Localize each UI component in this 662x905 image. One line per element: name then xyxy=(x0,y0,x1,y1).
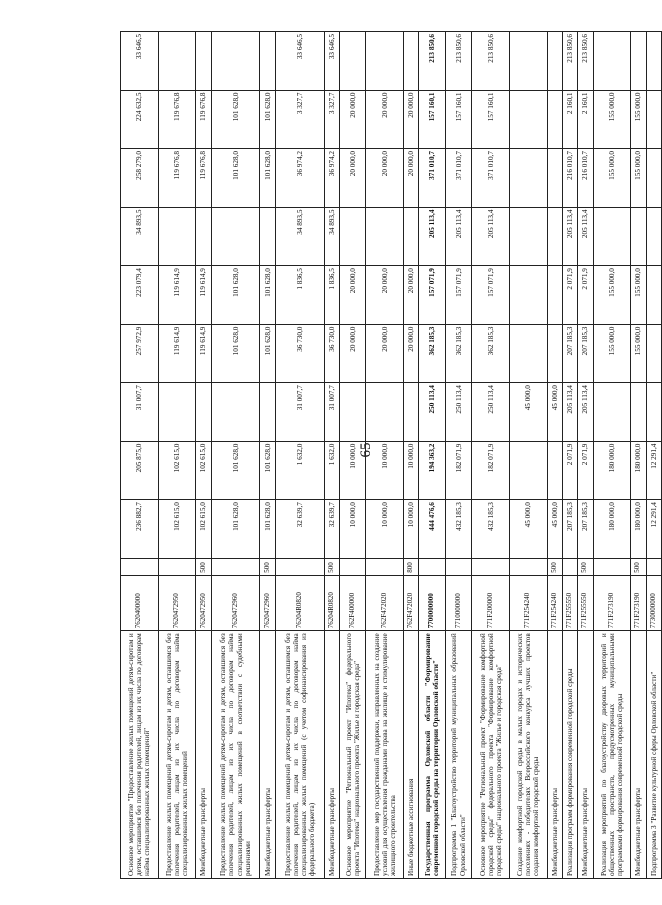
row-amount-cell: 213 850,6 xyxy=(562,32,577,91)
row-amount-cell: 20 000,0 xyxy=(339,324,365,383)
row-name-cell: Предоставление жилых помещений детям-сиротам и детям, оставшимся без попечения родителей, лицам из их числа по договорам найма специализированных жилых помещений (с учетом софинансирования из федерального бюджета) xyxy=(275,631,324,879)
row-amount-cell: 20 000,0 xyxy=(339,90,365,149)
row-amount-cell xyxy=(631,383,646,442)
row-amount-cell: 236 882,7 xyxy=(121,500,159,559)
table-row xyxy=(366,32,404,879)
row-expense-type-cell xyxy=(509,558,547,575)
row-amount-cell: 1 836,5 xyxy=(324,266,339,325)
row-amount-cell: 362 185,3 xyxy=(445,324,471,383)
row-amount-cell: 155 000,0 xyxy=(593,149,631,208)
row-amount-cell: 157 071,9 xyxy=(472,266,510,325)
row-amount-cell xyxy=(509,324,547,383)
row-code-cell: 762F400000 xyxy=(339,575,365,631)
row-amount-cell: 119 614,9 xyxy=(196,324,211,383)
row-amount-cell: 20 000,0 xyxy=(404,149,419,208)
row-amount-cell: 33 646,5 xyxy=(275,32,324,91)
row-code-cell: 7700000000 xyxy=(419,575,445,631)
row-amount-cell: 119 614,9 xyxy=(158,266,196,325)
row-amount-cell: 182 071,9 xyxy=(445,441,471,500)
table-row xyxy=(158,32,196,879)
row-name-cell: Предоставление мер государственной поддержки, направленных на создание условий для осуществления гражданами права на жилище и стимулирование жилищного строительства xyxy=(366,631,404,879)
row-amount-cell xyxy=(404,32,419,91)
row-name-cell: Реализация мероприятий по благоустройству дворовых территорий и общественных пространств, предусмотренных муниципальными программами формирования современной городской среды xyxy=(593,631,631,879)
row-amount-cell: 155 000,0 xyxy=(631,90,646,149)
row-amount-cell: 2 071,9 xyxy=(562,441,577,500)
row-amount-cell: 101 628,0 xyxy=(211,266,260,325)
row-name-cell: Иные бюджетные ассигнования xyxy=(404,631,419,879)
row-amount-cell: 213 850,6 xyxy=(472,32,510,91)
row-amount-cell: 33 646,5 xyxy=(121,32,159,91)
row-amount-cell xyxy=(339,383,365,442)
row-amount-cell xyxy=(404,207,419,266)
row-amount-cell xyxy=(547,32,562,91)
row-amount-cell xyxy=(260,32,275,91)
row-amount-cell: 10 000,0 xyxy=(366,500,404,559)
row-amount-cell xyxy=(547,266,562,325)
row-amount-cell xyxy=(547,149,562,208)
row-amount-cell: 205 875,0 xyxy=(121,441,159,500)
row-expense-type-cell xyxy=(562,558,577,575)
row-amount-cell: 101 628,0 xyxy=(260,90,275,149)
row-amount-cell: 34 893,5 xyxy=(324,207,339,266)
row-amount-cell: 20 000,0 xyxy=(366,149,404,208)
row-amount-cell: 102 615,0 xyxy=(158,441,196,500)
row-amount-cell xyxy=(509,149,547,208)
row-amount-cell xyxy=(366,32,404,91)
row-amount-cell xyxy=(646,149,661,208)
row-name-cell: Предоставление жилых помещений детям-сиротам и детям, оставшимся без попечения родителей, лицам из их числа по договорам найма специализированных жилых помещений xyxy=(158,631,196,879)
row-name-cell: Основное мероприятие "Региональный проект "Формирование комфортной городской среды" федерального проекта "Формирование комфортной городской среды" национального проекта "Жилье и городская среда" xyxy=(472,631,510,879)
row-amount-cell xyxy=(547,441,562,500)
row-amount-cell: 155 000,0 xyxy=(631,149,646,208)
row-name-cell: Межбюджетные трансферты xyxy=(260,631,275,879)
row-expense-type-cell: 500 xyxy=(547,558,562,575)
row-expense-type-cell: 500 xyxy=(324,558,339,575)
row-amount-cell: 10 000,0 xyxy=(404,500,419,559)
row-amount-cell: 182 071,9 xyxy=(472,441,510,500)
row-amount-cell: 2 071,9 xyxy=(578,441,593,500)
row-amount-cell: 36 730,0 xyxy=(275,324,324,383)
row-amount-cell xyxy=(366,383,404,442)
row-amount-cell xyxy=(339,32,365,91)
table-row xyxy=(260,32,275,879)
row-amount-cell: 205 113,4 xyxy=(419,207,445,266)
row-amount-cell: 3 327,7 xyxy=(275,90,324,149)
row-amount-cell: 155 000,0 xyxy=(631,324,646,383)
row-amount-cell: 250 113,4 xyxy=(419,383,445,442)
row-code-cell: 771F273190 xyxy=(631,575,646,631)
row-amount-cell xyxy=(593,383,631,442)
row-amount-cell: 213 850,6 xyxy=(445,32,471,91)
row-amount-cell: 20 000,0 xyxy=(366,324,404,383)
row-amount-cell xyxy=(211,207,260,266)
row-amount-cell: 101 628,0 xyxy=(211,324,260,383)
row-amount-cell: 207 185,3 xyxy=(562,324,577,383)
row-amount-cell xyxy=(593,32,631,91)
row-amount-cell: 444 476,6 xyxy=(419,500,445,559)
row-amount-cell: 101 628,0 xyxy=(211,149,260,208)
row-amount-cell: 224 632,5 xyxy=(121,90,159,149)
row-amount-cell: 258 279,0 xyxy=(121,149,159,208)
row-code-cell: 7620472960 xyxy=(260,575,275,631)
row-expense-type-cell: 500 xyxy=(196,558,211,575)
row-amount-cell: 45 000,0 xyxy=(509,500,547,559)
row-expense-type-cell xyxy=(275,558,324,575)
row-amount-cell: 1 836,5 xyxy=(275,266,324,325)
row-expense-type-cell xyxy=(593,558,631,575)
row-amount-cell: 155 000,0 xyxy=(631,266,646,325)
row-amount-cell: 101 628,0 xyxy=(260,441,275,500)
row-amount-cell: 155 000,0 xyxy=(593,90,631,149)
row-amount-cell: 31 007,7 xyxy=(324,383,339,442)
row-amount-cell: 31 007,7 xyxy=(275,383,324,442)
page-number: 65 xyxy=(358,442,374,458)
row-amount-cell: 20 000,0 xyxy=(404,324,419,383)
row-amount-cell: 119 676,8 xyxy=(196,90,211,149)
row-name-cell: Государственная программа Орловской области "Формирование современной городской среды на территории Орловской области" xyxy=(419,631,445,879)
row-name-cell: Межбюджетные трансферты xyxy=(196,631,211,879)
row-expense-type-cell xyxy=(419,558,445,575)
row-amount-cell: 250 113,4 xyxy=(445,383,471,442)
row-amount-cell: 32 639,7 xyxy=(275,500,324,559)
row-amount-cell: 101 628,0 xyxy=(211,500,260,559)
row-amount-cell xyxy=(646,266,661,325)
row-amount-cell xyxy=(593,207,631,266)
row-amount-cell: 2 071,9 xyxy=(578,266,593,325)
row-amount-cell: 213 850,6 xyxy=(578,32,593,91)
table-row xyxy=(324,32,339,879)
row-expense-type-cell xyxy=(472,558,510,575)
row-expense-type-cell: 500 xyxy=(578,558,593,575)
row-amount-cell xyxy=(158,383,196,442)
row-expense-type-cell xyxy=(211,558,260,575)
row-amount-cell: 2 071,9 xyxy=(562,266,577,325)
row-amount-cell: 157 160,1 xyxy=(445,90,471,149)
row-amount-cell xyxy=(547,207,562,266)
table-row xyxy=(211,32,260,879)
row-code-cell: 7620472950 xyxy=(196,575,211,631)
row-expense-type-cell xyxy=(366,558,404,575)
row-code-cell: 7620472960 xyxy=(211,575,260,631)
row-amount-cell: 32 639,7 xyxy=(324,500,339,559)
row-code-cell: 771F255550 xyxy=(578,575,593,631)
row-amount-cell xyxy=(260,383,275,442)
row-amount-cell xyxy=(631,32,646,91)
row-amount-cell: 155 000,0 xyxy=(593,324,631,383)
table-row xyxy=(445,32,471,879)
row-amount-cell xyxy=(646,32,661,91)
row-amount-cell: 205 113,4 xyxy=(472,207,510,266)
table-row xyxy=(646,32,661,879)
table-row xyxy=(547,32,562,879)
table-body xyxy=(121,32,662,879)
row-code-cell: 76204R0820 xyxy=(324,575,339,631)
row-amount-cell: 371 010,7 xyxy=(445,149,471,208)
row-amount-cell: 207 185,3 xyxy=(562,500,577,559)
row-amount-cell: 31 007,7 xyxy=(121,383,159,442)
row-amount-cell xyxy=(196,207,211,266)
row-amount-cell: 101 628,0 xyxy=(260,324,275,383)
row-amount-cell: 205 113,4 xyxy=(578,207,593,266)
row-amount-cell: 207 185,3 xyxy=(578,500,593,559)
row-amount-cell: 101 628,0 xyxy=(211,90,260,149)
row-name-cell: Основное мероприятие "Предоставление жилых помещений детям-сиротам и детям, оставшимся без попечения родителей, лицам из их числа по договорам найма специализированных жилых помещений" xyxy=(121,631,159,879)
row-code-cell: 771F255550 xyxy=(562,575,577,631)
row-amount-cell xyxy=(509,90,547,149)
row-amount-cell: 257 972,9 xyxy=(121,324,159,383)
row-amount-cell xyxy=(646,90,661,149)
row-amount-cell: 362 185,3 xyxy=(472,324,510,383)
row-amount-cell: 10 000,0 xyxy=(339,441,365,500)
row-expense-type-cell: 500 xyxy=(631,558,646,575)
table-row xyxy=(339,32,365,879)
row-expense-type-cell xyxy=(158,558,196,575)
row-amount-cell xyxy=(646,207,661,266)
row-name-cell: Межбюджетные трансферты xyxy=(324,631,339,879)
row-name-cell: Основное мероприятие "Региональный проект "Ипотека" федерального проекта "Ипотека" национального проекта "Жилье и городская среда" xyxy=(339,631,365,879)
row-name-cell: Реализация программ формирования современной городской среды xyxy=(562,631,577,879)
budget-table xyxy=(120,31,662,879)
table-row xyxy=(121,32,159,879)
row-amount-cell: 20 000,0 xyxy=(404,90,419,149)
row-amount-cell: 10 000,0 xyxy=(339,500,365,559)
row-amount-cell: 45 000,0 xyxy=(547,383,562,442)
row-name-cell: Создание комфортной городской среды в малых городах и исторических поселениях - победителях Всероссийского конкурса лучших проектов создания комфортной городской среды xyxy=(509,631,547,879)
row-amount-cell xyxy=(158,32,196,91)
row-code-cell: 762F472020 xyxy=(404,575,419,631)
row-amount-cell: 157 160,1 xyxy=(472,90,510,149)
row-amount-cell: 432 185,3 xyxy=(445,500,471,559)
row-name-cell: Предоставление жилых помещений детям-сиротам и детям, оставшимся без попечения родителей, лицам из их числа по договорам найма специализированных жилых помещений в соответствии с судебными решениями xyxy=(211,631,260,879)
row-amount-cell: 36 974,2 xyxy=(324,149,339,208)
row-amount-cell: 155 000,0 xyxy=(593,266,631,325)
row-amount-cell: 157 160,1 xyxy=(419,90,445,149)
row-amount-cell xyxy=(366,207,404,266)
row-code-cell: 771F200000 xyxy=(472,575,510,631)
row-amount-cell xyxy=(158,207,196,266)
row-amount-cell: 102 615,0 xyxy=(158,500,196,559)
row-amount-cell: 45 000,0 xyxy=(547,500,562,559)
row-amount-cell xyxy=(631,207,646,266)
row-amount-cell: 2 160,1 xyxy=(578,90,593,149)
row-code-cell: 762F472020 xyxy=(366,575,404,631)
row-amount-cell: 101 628,0 xyxy=(260,149,275,208)
row-amount-cell: 157 071,9 xyxy=(419,266,445,325)
row-amount-cell: 205 113,4 xyxy=(562,383,577,442)
row-name-cell: Подпрограмма 3 "Развитие культурной сферы Орловской области" xyxy=(646,631,661,879)
row-amount-cell xyxy=(196,383,211,442)
row-amount-cell: 432 185,3 xyxy=(472,500,510,559)
row-amount-cell xyxy=(339,207,365,266)
table-row xyxy=(419,32,445,879)
row-amount-cell xyxy=(547,90,562,149)
row-expense-type-cell: 800 xyxy=(404,558,419,575)
row-amount-cell: 194 363,2 xyxy=(419,441,445,500)
row-amount-cell: 36 974,2 xyxy=(275,149,324,208)
row-amount-cell xyxy=(547,324,562,383)
row-code-cell: 7730000000 xyxy=(646,575,661,631)
table-container xyxy=(120,31,662,879)
row-amount-cell: 45 000,0 xyxy=(509,383,547,442)
row-amount-cell: 180 000,0 xyxy=(593,500,631,559)
row-amount-cell: 3 327,7 xyxy=(324,90,339,149)
table-row xyxy=(578,32,593,879)
row-amount-cell: 180 000,0 xyxy=(631,500,646,559)
row-amount-cell: 1 632,0 xyxy=(324,441,339,500)
row-amount-cell: 205 113,4 xyxy=(578,383,593,442)
row-code-cell: 7620472950 xyxy=(158,575,196,631)
row-amount-cell: 10 000,0 xyxy=(404,441,419,500)
row-name-cell: Межбюджетные трансферты xyxy=(631,631,646,879)
row-amount-cell: 250 113,4 xyxy=(472,383,510,442)
row-amount-cell: 119 676,8 xyxy=(158,90,196,149)
row-amount-cell: 1 632,0 xyxy=(275,441,324,500)
row-amount-cell: 216 010,7 xyxy=(578,149,593,208)
row-amount-cell: 20 000,0 xyxy=(366,90,404,149)
row-amount-cell: 205 113,4 xyxy=(445,207,471,266)
row-amount-cell: 20 000,0 xyxy=(339,149,365,208)
row-amount-cell: 10 000,0 xyxy=(366,441,404,500)
row-expense-type-cell: 500 xyxy=(260,558,275,575)
row-amount-cell xyxy=(509,32,547,91)
row-amount-cell: 223 079,4 xyxy=(121,266,159,325)
table-row xyxy=(631,32,646,879)
row-code-cell: 771F273190 xyxy=(593,575,631,631)
row-amount-cell xyxy=(646,383,661,442)
row-amount-cell: 119 676,8 xyxy=(196,149,211,208)
row-amount-cell: 371 010,7 xyxy=(419,149,445,208)
row-amount-cell: 205 113,4 xyxy=(562,207,577,266)
row-code-cell: 7710000000 xyxy=(445,575,471,631)
row-amount-cell: 119 614,9 xyxy=(158,324,196,383)
row-expense-type-cell xyxy=(339,558,365,575)
row-code-cell: 771F254240 xyxy=(547,575,562,631)
row-name-cell: Подпрограмма 1 "Благоустройство территорий муниципальных образований Орловской области" xyxy=(445,631,471,879)
row-amount-cell: 12 291,4 xyxy=(646,441,661,500)
row-amount-cell: 34 893,5 xyxy=(121,207,159,266)
row-amount-cell: 119 676,8 xyxy=(158,149,196,208)
row-amount-cell xyxy=(260,207,275,266)
row-expense-type-cell xyxy=(445,558,471,575)
row-amount-cell xyxy=(404,383,419,442)
row-code-cell: 7620400000 xyxy=(121,575,159,631)
row-amount-cell: 216 010,7 xyxy=(562,149,577,208)
row-amount-cell: 119 614,9 xyxy=(196,266,211,325)
row-amount-cell: 101 628,0 xyxy=(260,500,275,559)
table-row xyxy=(404,32,419,879)
row-amount-cell: 207 185,3 xyxy=(578,324,593,383)
row-amount-cell: 20 000,0 xyxy=(366,266,404,325)
row-amount-cell: 34 893,5 xyxy=(275,207,324,266)
row-amount-cell: 12 291,4 xyxy=(646,500,661,559)
row-amount-cell: 20 000,0 xyxy=(339,266,365,325)
row-amount-cell: 101 628,0 xyxy=(260,266,275,325)
row-amount-cell: 362 185,3 xyxy=(419,324,445,383)
row-amount-cell: 213 850,6 xyxy=(419,32,445,91)
row-amount-cell: 102 615,0 xyxy=(196,500,211,559)
row-amount-cell: 33 646,5 xyxy=(324,32,339,91)
row-amount-cell: 36 730,0 xyxy=(324,324,339,383)
row-amount-cell: 371 010,7 xyxy=(472,149,510,208)
row-amount-cell xyxy=(646,324,661,383)
table-row xyxy=(472,32,510,879)
table-row xyxy=(509,32,547,879)
row-expense-type-cell xyxy=(121,558,159,575)
row-amount-cell xyxy=(211,383,260,442)
row-amount-cell xyxy=(509,266,547,325)
row-amount-cell: 101 628,0 xyxy=(211,441,260,500)
table-row xyxy=(196,32,211,879)
row-amount-cell xyxy=(196,32,211,91)
table-row xyxy=(593,32,631,879)
row-name-cell: Межбюджетные трансферты xyxy=(578,631,593,879)
row-amount-cell xyxy=(211,32,260,91)
row-code-cell: 771F254240 xyxy=(509,575,547,631)
row-amount-cell: 180 000,0 xyxy=(631,441,646,500)
row-expense-type-cell xyxy=(646,558,661,575)
table-row xyxy=(275,32,324,879)
row-amount-cell: 157 071,9 xyxy=(445,266,471,325)
row-amount-cell: 102 615,0 xyxy=(196,441,211,500)
row-amount-cell: 2 160,1 xyxy=(562,90,577,149)
table-row xyxy=(562,32,577,879)
row-code-cell: 76204R0820 xyxy=(275,575,324,631)
row-amount-cell: 180 000,0 xyxy=(593,441,631,500)
row-name-cell: Межбюджетные трансферты xyxy=(547,631,562,879)
row-amount-cell xyxy=(509,441,547,500)
row-amount-cell xyxy=(509,207,547,266)
row-amount-cell: 20 000,0 xyxy=(404,266,419,325)
